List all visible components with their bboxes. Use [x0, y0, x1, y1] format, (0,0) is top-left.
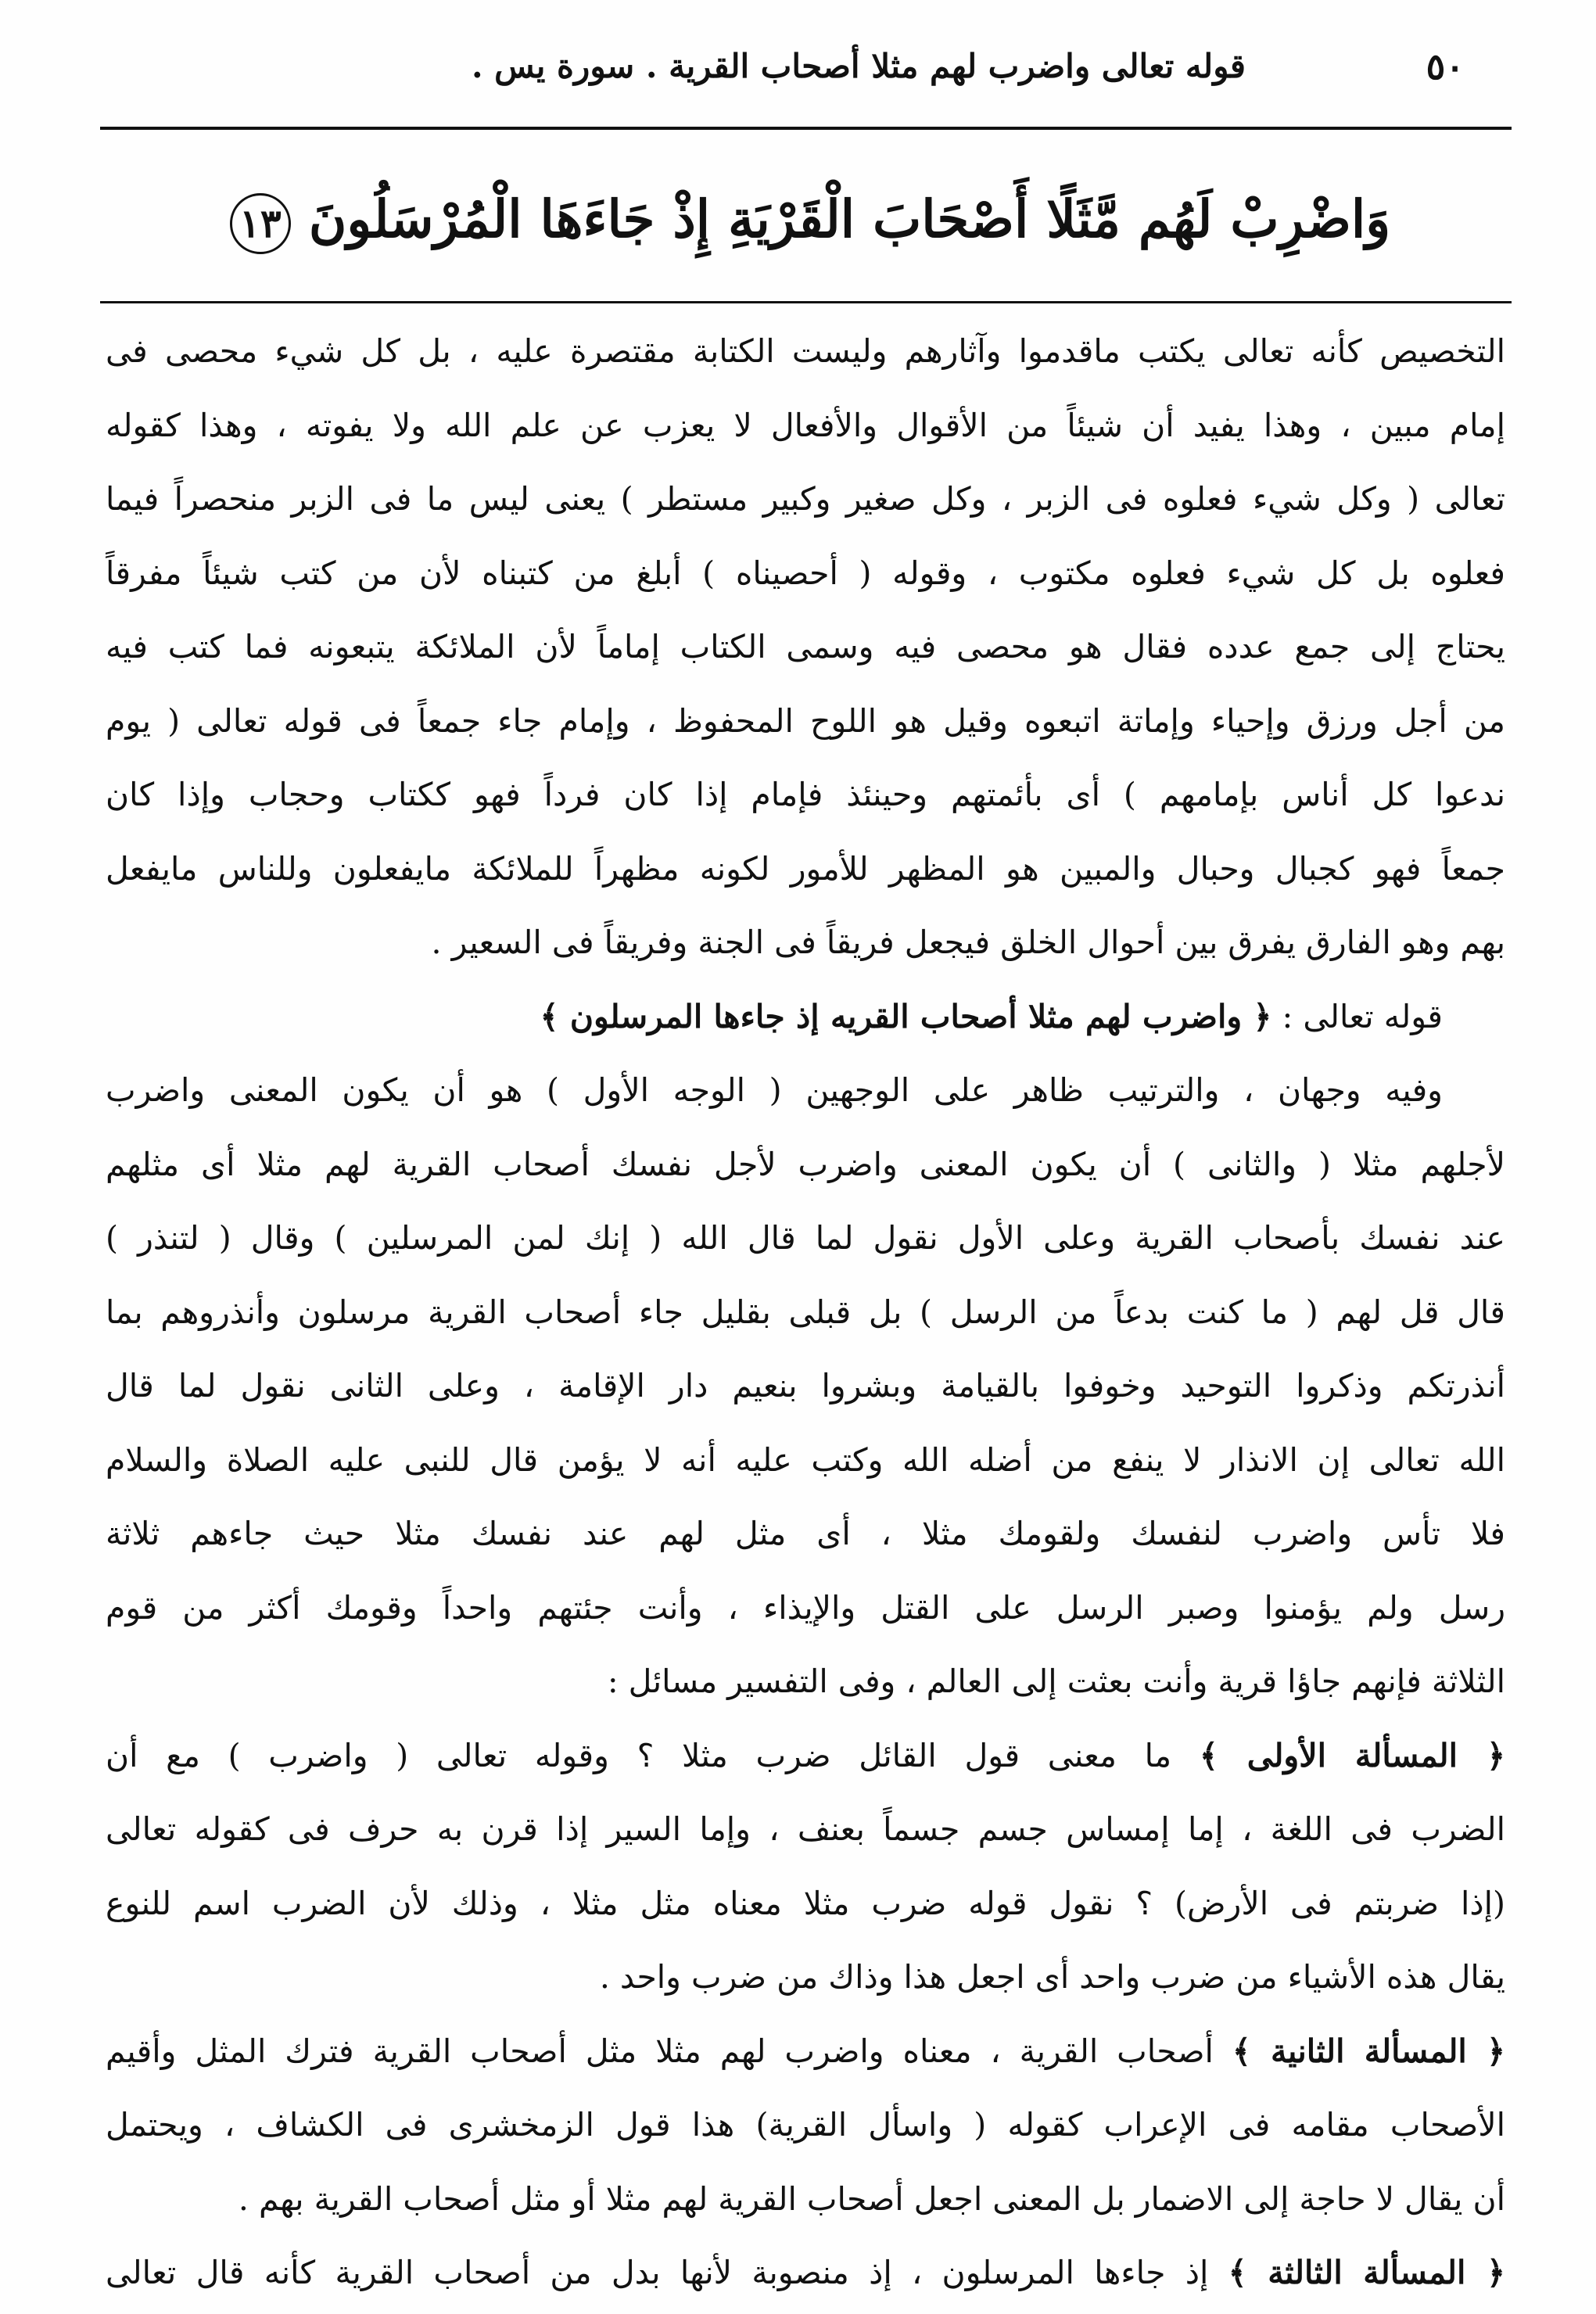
text-line: الضرب فى اللغة ، إما إمساس جسم جسماً بعنف ، وإما السير إذا قرن به حرف فى كقوله تعالى — [106, 1810, 1505, 1848]
text-line: الأصحاب مقامه فى الإعراب كقوله ( واسأل القرية) هذا قول الزمخشرى فى الكشاف ، ويحتمل — [106, 2106, 1505, 2144]
issue-label: ﴿ المسألة الثالثة ﴾ — [1228, 2254, 1505, 2291]
issue-label: ﴿ المسألة الأولى ﴾ — [1199, 1736, 1505, 1774]
issue-first-line — [106, 2236, 1505, 2310]
verse-rule — [100, 301, 1512, 303]
text-line: الله تعالى إن الانذار لا ينفع من أضله الله وكتب عليه أنه لا يؤمن قال للنبى عليه الصلاة والسلام — [106, 1440, 1505, 1479]
verse-text: وَاضْرِبْ لَهُم مَّثَلًا أَصْحَابَ الْقَرْيَةِ إِذْ جَاءَهَا الْمُرْسَلُونَ — [308, 188, 1391, 249]
text-line: جمعاً فهو كجبال وحبال والمبين هو المظهر للأمور لكونه مظهراً للملائكة مايفعلون وللناس مايفعل — [106, 849, 1505, 888]
text-line: إمام مبين ، وهذا يفيد أن شيئاً من الأقوال والأفعال لا يعزب عن علم الله ولا يفوته ، وهذا كقوله — [106, 406, 1505, 444]
issue-text: أصحاب القرية ، معناه واضرب لهم مثلا مثل أصحاب القرية فترك المثل وأقيم — [106, 2032, 1214, 2070]
text-line: تعالى ( وكل شيء فعلوه فى الزبر ، وكل صغير وكبير مستطر ) يعنى ليس ما فى الزبر منحصراً فيما — [106, 480, 1505, 518]
issue-text: ما معنى قول القائل ضرب مثلا ؟ وقوله تعالى ( واضرب ) مع أن — [106, 1736, 1172, 1774]
text-line: عند نفسك بأصحاب القرية وعلى الأول نقول لما قال الله ( إنك لمن المرسلين ) وقال ( لتنذر ) — [106, 1219, 1505, 1257]
text-line: بهم وهو الفارق يفرق بين أحوال الخلق فيجعل فريقاً فى الجنة وفريقاً فى السعير . — [431, 924, 1505, 961]
issue-first-line — [106, 1719, 1505, 1793]
text-line: ندعوا كل أناس بإمامهم ) أى بأئمتهم وحينئذ فإمام إذا كان فرداً فهو ككتاب وحجاب وإذا كان — [106, 776, 1505, 813]
text-line: أنذرتكم وذكروا التوحيد وخوفوا بالقيامة وبشروا بنعيم دار الإقامة ، وعلى الثانى نقول لما قال — [106, 1367, 1505, 1405]
text-line: فعلوه بل كل شيء فعلوه مكتوب ، وقوله ( أحصيناه ) أبلغ من كتبناه لأن من كتب شيئاً مفرقاً — [106, 554, 1505, 592]
text-line: قال قل لهم ( ما كنت بدعاً من الرسل ) بل قبلى بقليل جاء أصحاب القرية مرسلون وأنذروهم بما — [106, 1293, 1505, 1331]
text-line: يقال هذه الأشياء من ضرب واحد أى اجعل هذا وذاك من ضرب واحد . — [599, 1958, 1505, 1996]
text-line: من أجل ورزق وإحياء وإماتة اتبعوه وقيل هو اللوح المحفوظ ، وإمام جاء جمعاً فى قوله تعالى ( يوم — [106, 701, 1505, 740]
commentary-text — [106, 314, 1505, 2310]
text-line: لأجلهم مثلا ( والثانى ) أن يكون المعنى واضرب لأجل نفسك أصحاب القرية لهم مثلا أى مثلهم — [106, 1145, 1505, 1183]
text-line: يحتاج إلى جمع عدده فقال هو محصى فيه وسمى الكتاب إماماً لأن الملائكة يتبعونه فما كتب فيه — [106, 628, 1505, 665]
section-heading-prefix: قوله تعالى : — [1282, 997, 1443, 1035]
text-line: الثلاثة فإنهم جاؤا قرية وأنت بعثت إلى العالم ، وفى التفسير مسائل : — [607, 1663, 1505, 1700]
text-line: فلا تأس واضرب لنفسك ولقومك مثلا ، أى مثل لهم عند نفسك مثلا حيث جاءهم ثلاثة — [106, 1515, 1505, 1552]
issue-label: ﴿ المسألة الثانية ﴾ — [1232, 2032, 1505, 2070]
page-header — [100, 39, 1512, 125]
running-title: قوله تعالى واضرب لهم مثلا أصحاب القرية . سورة يس . — [471, 47, 1246, 85]
page-number: ٥٠ — [1426, 45, 1465, 88]
section-heading-quote: ﴿ واضرب لهم مثلا أصحاب القريه إذ جاءها المرسلون ﴾ — [540, 997, 1272, 1035]
text-line: التخصيص كأنه تعالى يكتب ماقدموا وآثارهم وليست الكتابة مقتصرة عليه ، بل كل شيء محصى فى — [106, 332, 1505, 370]
text-line: وفيه وجهان ، والترتيب ظاهر على الوجهين ( الوجه الأول ) هو أن يكون المعنى واضرب — [106, 1071, 1443, 1109]
issue-text: إذ جاءها المرسلون ، إذ منصوبة لأنها بدل من أصحاب القرية كأنه قال تعالى — [106, 2254, 1209, 2291]
header-rule — [100, 127, 1512, 130]
text-line: أن يقال لا حاجة إلى الاضمار بل المعنى اجعل أصحاب القرية لهم مثلا أو مثل أصحاب القرية بهم . — [238, 2179, 1505, 2218]
text-line: رسل ولم يؤمنوا وصبر الرسل على القتل والإيذاء ، وأنت جئتهم واحداً وقومك أكثر من قوم — [106, 1588, 1505, 1627]
text-line: (إذا ضربتم فى الأرض) ؟ نقول قوله ضرب مثلا معناه مثل مثلا ، وذلك لأن الضرب اسم للنوع — [106, 1884, 1505, 1922]
issue-first-line — [106, 2014, 1505, 2089]
verse-number-marker: ١٣ — [230, 193, 291, 254]
quran-verse — [109, 156, 1501, 282]
section-heading — [106, 980, 1505, 1054]
